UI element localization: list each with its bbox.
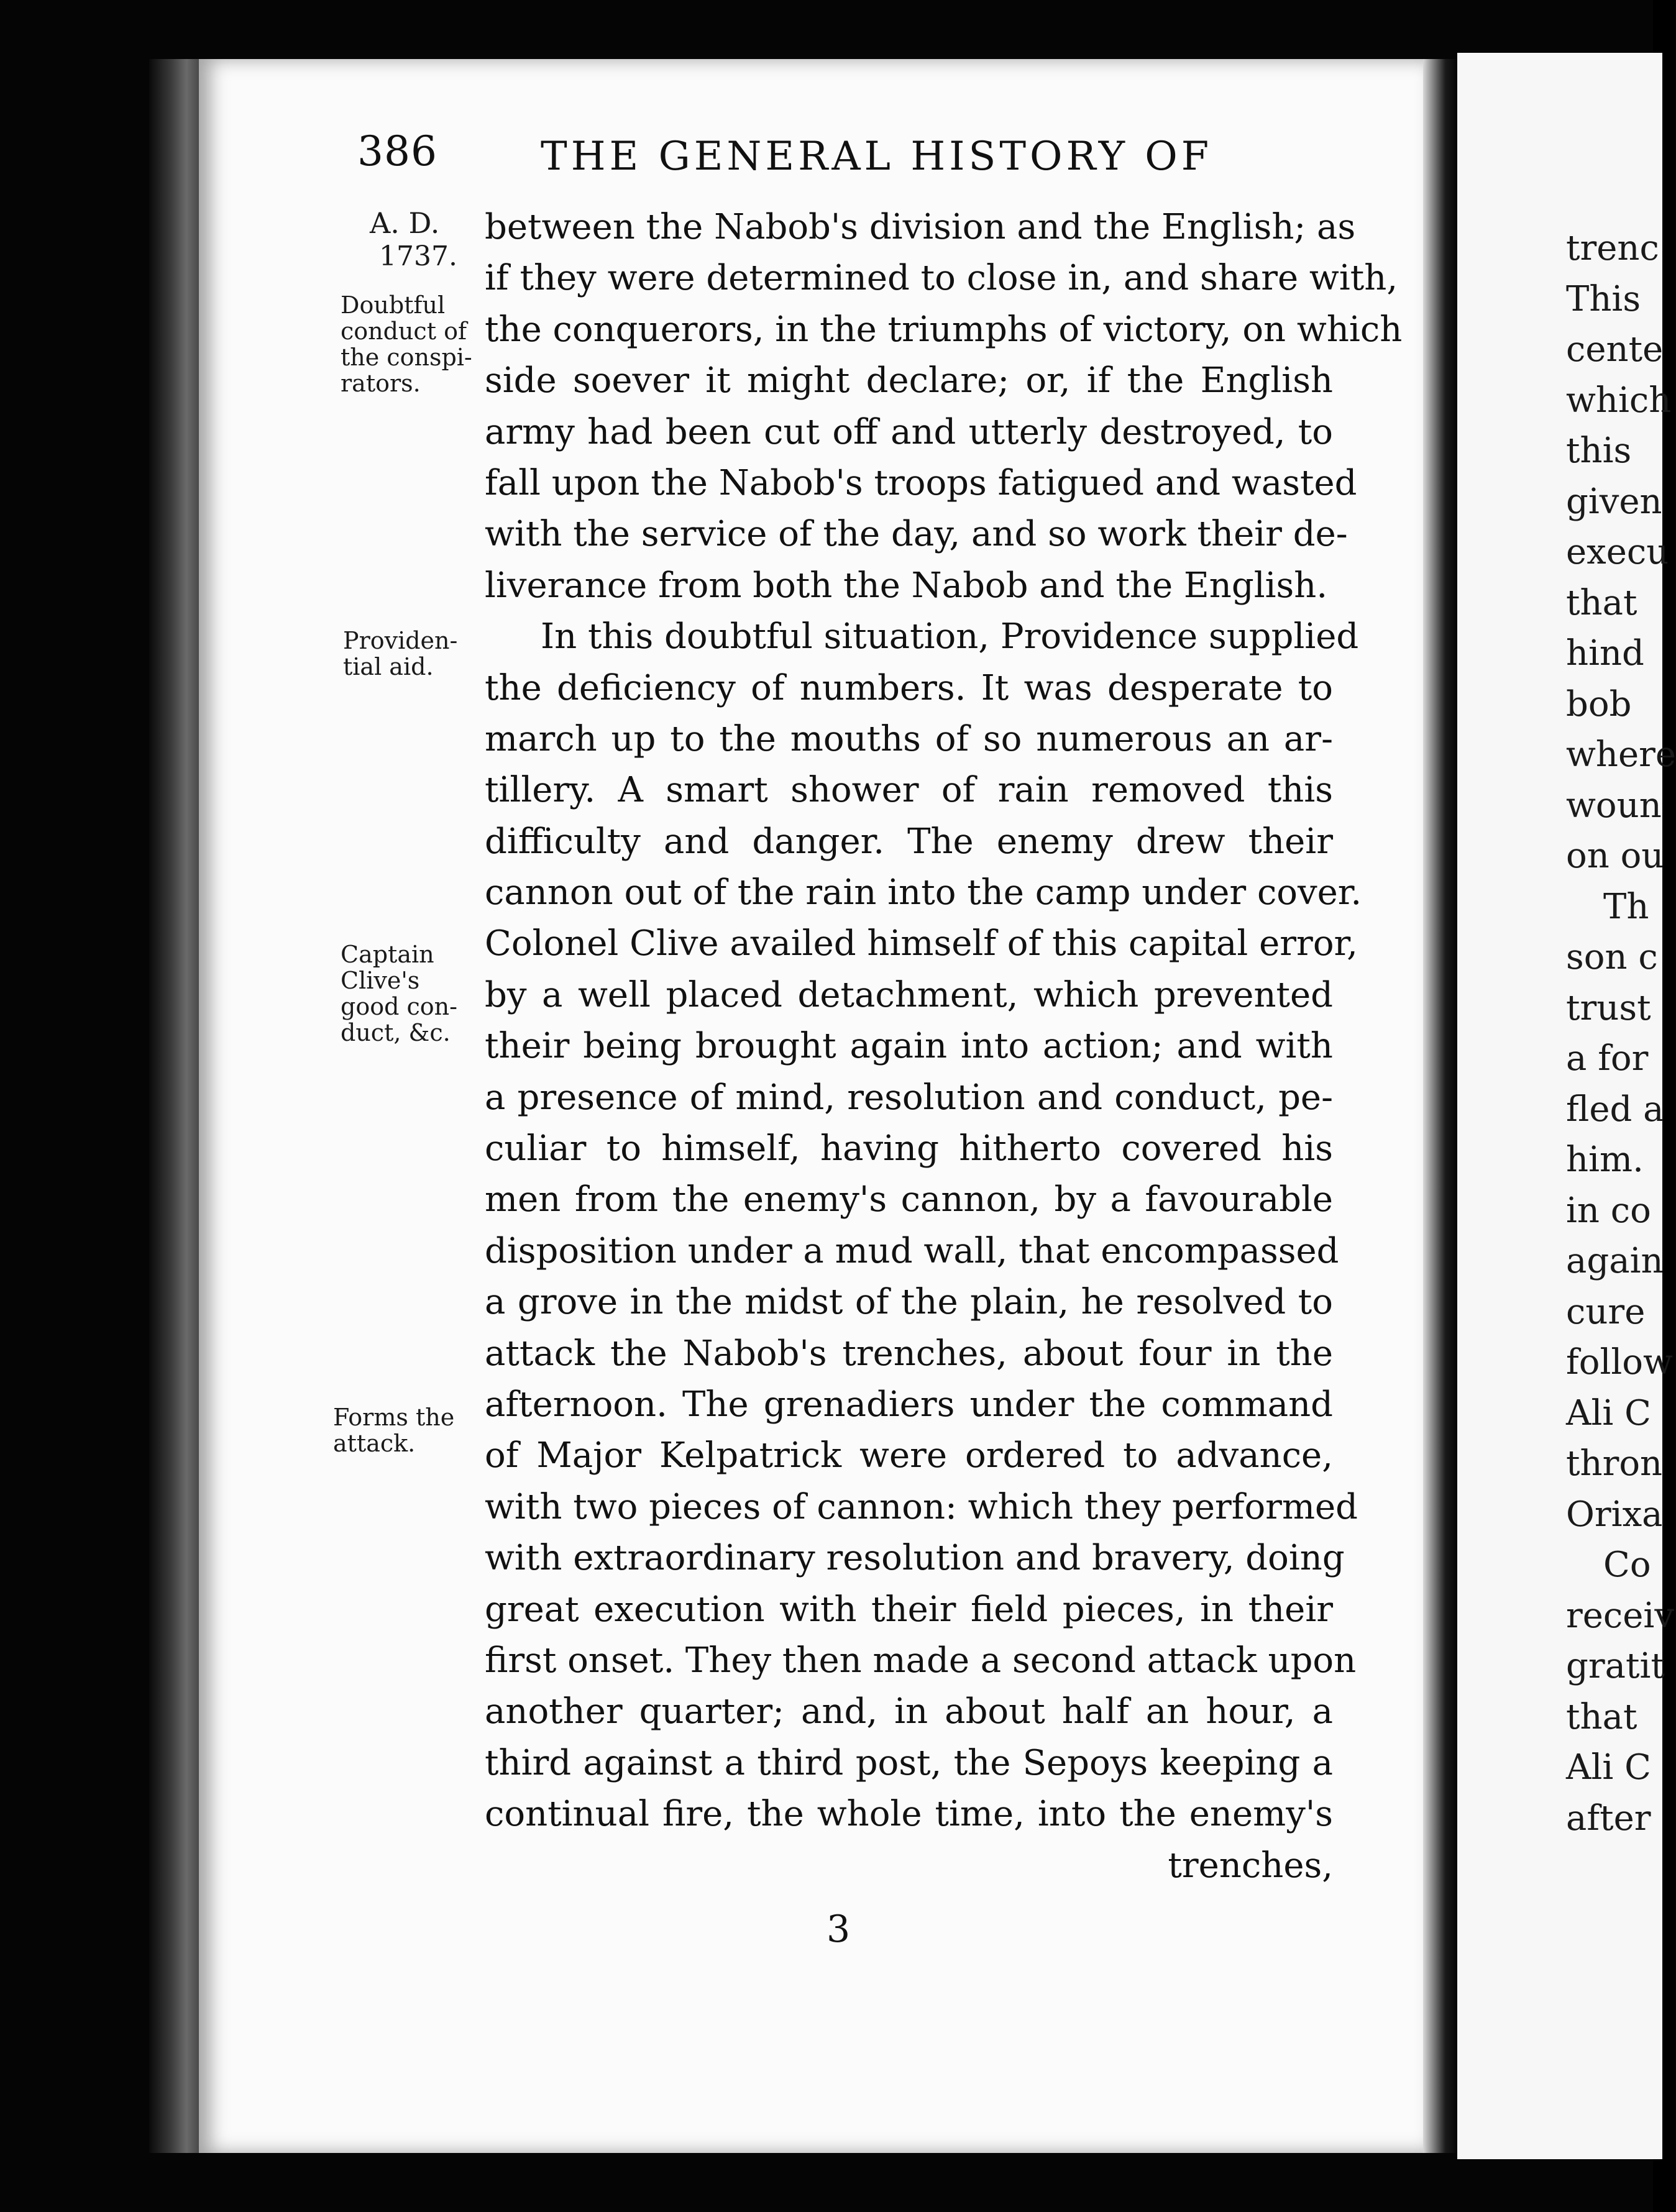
catchword: trenches, xyxy=(1168,1845,1333,1886)
text-line: another quarter; and, in about half an hour, a xyxy=(485,1691,1333,1732)
text-line: side soever it might declare; or, if the English xyxy=(485,360,1333,401)
text-line: great execution with their field pieces, in their xyxy=(485,1589,1333,1630)
text-line: third against a third post, the Sepoys keeping a xyxy=(485,1742,1333,1783)
right-text-line: in co xyxy=(1566,1190,1651,1231)
text-line: by a well placed detachment, which prevented xyxy=(485,974,1333,1015)
text-line: march up to the mouths of so numerous an ar- xyxy=(485,718,1333,759)
right-text-line: son c xyxy=(1566,937,1658,977)
text-line: a presence of mind, resolution and conduct, pe- xyxy=(485,1077,1333,1118)
right-text-line: after xyxy=(1566,1798,1651,1839)
text-line: cannon out of the rain into the camp under cover. xyxy=(485,872,1362,913)
right-text-line: him. xyxy=(1566,1140,1644,1180)
right-text-line: trenc xyxy=(1566,228,1659,268)
right-text-line: given xyxy=(1566,481,1662,522)
margin-note-doubtful-conduct: Doubtful conduct of the conspi- rators. xyxy=(341,291,472,397)
right-text-line: Orixa xyxy=(1566,1494,1663,1535)
right-text-line: cure xyxy=(1566,1291,1646,1332)
right-text-line: again xyxy=(1566,1241,1664,1281)
margin-note-ad: A. D. xyxy=(370,206,440,240)
text-line: of Major Kelpatrick were ordered to advance, xyxy=(485,1435,1333,1476)
text-line: tillery. A smart shower of rain removed this xyxy=(485,770,1333,811)
right-text-line: execu xyxy=(1566,532,1669,572)
right-text-line: that xyxy=(1566,1696,1637,1737)
signature-mark: 3 xyxy=(827,1908,851,1951)
right-text-line: trust xyxy=(1566,987,1651,1028)
right-text-line: cente xyxy=(1566,329,1664,370)
right-text-line: this xyxy=(1566,431,1632,471)
margin-note-year: 1737. xyxy=(379,240,457,272)
right-text-line: receiv xyxy=(1566,1595,1674,1636)
body-text xyxy=(485,202,1403,1891)
right-text-line: Th xyxy=(1603,886,1649,927)
text-line: first onset. They then made a second attack upon xyxy=(485,1640,1357,1681)
right-text-line: hind xyxy=(1566,633,1644,674)
right-text-line: a for xyxy=(1566,1038,1649,1079)
right-text-line: follow xyxy=(1566,1342,1673,1382)
right-text-line: Ali C xyxy=(1566,1392,1651,1433)
text-line: if they were determined to close in, and share with, xyxy=(485,258,1398,299)
text-line: army had been cut off and utterly destroyed, to xyxy=(485,411,1333,452)
text-line: liverance from both the Nabob and the English. xyxy=(485,565,1328,606)
text-line: difficulty and danger. The enemy drew their xyxy=(485,821,1333,862)
text-line: the deficiency of numbers. It was desperate to xyxy=(485,667,1333,708)
text-line: disposition under a mud wall, that encompassed xyxy=(485,1230,1339,1271)
right-text-line: that xyxy=(1566,582,1637,623)
text-line: men from the enemy's cannon, by a favourable xyxy=(485,1179,1333,1220)
text-line: fall upon the Nabob's troops fatigued and wasted xyxy=(485,462,1357,503)
right-text-line: where xyxy=(1566,734,1676,775)
right-text-line: which xyxy=(1566,380,1672,421)
right-text-line: Co xyxy=(1603,1545,1651,1585)
right-text-line: bob xyxy=(1566,683,1632,724)
text-line: Colonel Clive availed himself of this capital error, xyxy=(485,923,1358,964)
text-line: afternoon. The grenadiers under the command xyxy=(485,1384,1333,1425)
text-line: In this doubtful situation, Providence supplied xyxy=(541,616,1359,657)
right-text-line: gratit xyxy=(1566,1646,1665,1686)
text-line: continual fire, the whole time, into the enemy's xyxy=(485,1794,1333,1835)
running-title: THE GENERAL HISTORY OF xyxy=(541,134,1213,180)
text-line: culiar to himself, having hitherto covered his xyxy=(485,1128,1333,1169)
margin-note-providential-aid: Providen- tial aid. xyxy=(343,627,458,680)
right-text-line: This xyxy=(1566,278,1641,319)
margin-note-captain-clive: Captain Clive's good con- duct, &c. xyxy=(341,941,457,1046)
right-page-text xyxy=(1566,224,1676,1844)
page-number: 386 xyxy=(357,127,437,175)
text-line: with extraordinary resolution and bravery, doing xyxy=(485,1538,1345,1579)
margin-note-forms-attack: Forms the attack. xyxy=(333,1404,455,1457)
right-text-line: woun xyxy=(1566,785,1662,826)
text-line: between the Nabob's division and the English; as xyxy=(485,207,1356,247)
text-line: with the service of the day, and so work their de- xyxy=(485,514,1348,555)
right-text-line: Ali C xyxy=(1566,1747,1651,1788)
right-text-line: thron xyxy=(1566,1443,1663,1484)
text-line: attack the Nabob's trenches, about four in the xyxy=(485,1333,1333,1374)
text-line: their being brought again into action; and with xyxy=(485,1026,1333,1067)
text-line: the conquerors, in the triumphs of victory, on which xyxy=(485,309,1403,350)
right-text-line: fled a xyxy=(1566,1089,1664,1130)
text-line: a grove in the midst of the plain, he resolved to xyxy=(485,1282,1333,1323)
right-text-line: on ou xyxy=(1566,836,1664,876)
page-gutter xyxy=(1423,59,1460,2153)
text-line: with two pieces of cannon: which they performed xyxy=(485,1486,1358,1527)
